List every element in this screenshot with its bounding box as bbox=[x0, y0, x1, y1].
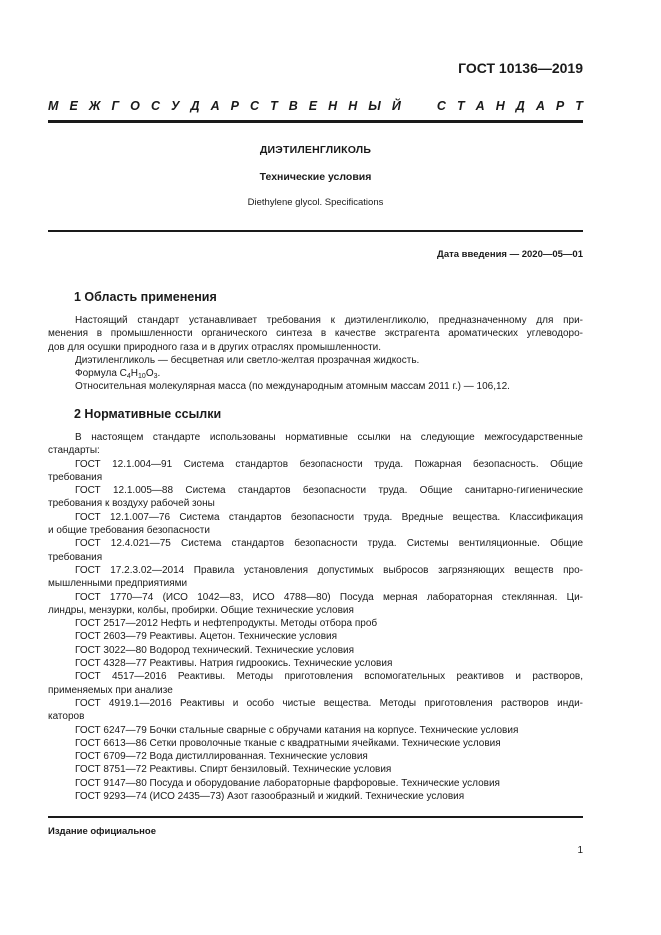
banner-letter: Е bbox=[69, 99, 78, 113]
banner-letter: Й bbox=[391, 99, 401, 113]
banner-letter: А bbox=[210, 99, 220, 113]
reference-line: ГОСТ 4517—2016 Реактивы. Методы приготовления вспомогательных реактивов и растворов, bbox=[75, 671, 583, 683]
reference-line: ГОСТ 6709—72 Вода дистиллированная. Технические условия bbox=[75, 751, 368, 763]
banner-letter bbox=[412, 99, 426, 113]
reference-line: В настоящем стандарте использованы нормативные ссылки на следующие межгосударственные bbox=[75, 432, 583, 443]
formula-o: O bbox=[145, 368, 154, 380]
document-title: ДИЭТИЛЕНГЛИКОЛЬ bbox=[259, 144, 372, 156]
banner-letter: Д bbox=[515, 99, 525, 113]
reference-line: ГОСТ 12.4.021—75 Система стандартов безопасности труда. Системы вентиляционные. Общие bbox=[75, 538, 583, 550]
banner-letter: Р bbox=[230, 99, 239, 113]
banner-letter: Н bbox=[328, 99, 338, 113]
reference-line: ГОСТ 6613—86 Сетки проволочные тканые с квадратными ячейками. Технические условия bbox=[75, 737, 501, 749]
banner-letter: Г bbox=[111, 99, 120, 113]
banner-letter: Е bbox=[308, 99, 318, 113]
reference-line: ГОСТ 3022—80 Водород технический. Технические условия bbox=[75, 644, 355, 656]
section-2-body bbox=[48, 431, 583, 803]
reference-line: ГОСТ 17.2.3.02—2014 Правила установления допустимых выбросов загрязняющих веществ про- bbox=[75, 564, 583, 576]
reference-line: ГОСТ 1770—74 (ИСО 1042—83, ИСО 4788—80) Посуда мерная лабораторная стеклянная. Ци- bbox=[75, 591, 583, 603]
section-1-color-line: Диэтиленгликоль — бесцветная или светло-желтая прозрачная жидкость. bbox=[75, 354, 420, 366]
banner-letter: Т bbox=[270, 99, 278, 113]
banner-letter: С bbox=[250, 99, 260, 113]
section-1-line: Настоящий стандарт устанавливает требования к диэтиленгликолю, предназначенному для при- bbox=[75, 315, 583, 326]
banner-letter: Д bbox=[190, 99, 200, 113]
title-rule bbox=[48, 230, 583, 232]
section-2-heading: 2 Нормативные ссылки bbox=[74, 407, 222, 421]
reference-line: ГОСТ 2603—79 Реактивы. Ацетон. Технические условия bbox=[75, 631, 338, 643]
reference-line: ГОСТ 6247—79 Бочки стальные сварные с обручами катания на корпусе. Технические условия bbox=[75, 724, 519, 736]
banner-letter: Ы bbox=[368, 99, 381, 113]
formula-end: . bbox=[157, 368, 161, 380]
banner-letter: А bbox=[475, 99, 485, 113]
reference-line: ГОСТ 2517—2012 Нефть и нефтепродукты. Методы отбора проб bbox=[75, 618, 378, 630]
reference-line: ГОСТ 4919.1—2016 Реактивы и особо чистые вещества. Методы приготовления растворов инди- bbox=[75, 697, 583, 709]
reference-line: линдры, мензурки, колбы, пробирки. Общие технические условия bbox=[48, 604, 354, 616]
formula-sub-c: 4 bbox=[126, 373, 131, 381]
banner-letter: У bbox=[171, 99, 180, 113]
page-number: 1 bbox=[577, 845, 583, 856]
reference-line: ГОСТ 9147—80 Посуда и оборудование лабораторные фарфоровые. Технические условия bbox=[75, 777, 500, 789]
introduction-date: Дата введения — 2020—05—01 bbox=[437, 249, 583, 260]
banner-letter: Н bbox=[348, 99, 358, 113]
banner-letter: М bbox=[48, 99, 59, 113]
header-rule bbox=[48, 120, 583, 123]
molar-mass-line: Относительная молекулярная масса (по международным атомным массам 2011 г.) — 106,12. bbox=[75, 381, 510, 393]
formula-h: H bbox=[130, 368, 139, 380]
reference-line: ГОСТ 9293—74 (ИСО 2435—73) Азот газообразный и жидкий. Технические условия bbox=[75, 791, 465, 803]
formula-line bbox=[48, 367, 583, 380]
banner-letter: Ж bbox=[88, 99, 101, 113]
reference-line: и общие требования безопасности bbox=[48, 525, 210, 537]
reference-line: требования к воздуху рабочей зоны bbox=[48, 498, 215, 510]
banner-letter: Н bbox=[495, 99, 505, 113]
reference-line: ГОСТ 12.1.005—88 Система стандартов безопасности труда. Общие санитарно-гигиенические bbox=[75, 485, 583, 497]
formula-prefix: Формула C bbox=[75, 368, 127, 380]
reference-line: каторов bbox=[48, 711, 85, 723]
banner-letter: С bbox=[436, 99, 446, 113]
reference-line: применяемых при анализе bbox=[48, 684, 173, 696]
section-1-line: дов для осушки природного газа и в других отраслях промышленности. bbox=[48, 341, 382, 353]
document-subtitle: Технические условия bbox=[259, 171, 372, 183]
reference-line: мышленными предприятиями bbox=[48, 578, 188, 590]
standard-number: ГОСТ 10136—2019 bbox=[458, 60, 583, 76]
banner-letter: В bbox=[288, 99, 298, 113]
section-1-heading: 1 Область применения bbox=[74, 290, 217, 304]
banner-letter: А bbox=[535, 99, 545, 113]
english-title: Diethylene glycol. Specifications bbox=[247, 197, 384, 208]
section-1-line: менения в промышленности органического синтеза в качестве экстрагента ароматических углеводоро- bbox=[48, 328, 583, 340]
formula-sub-o: 3 bbox=[153, 373, 158, 381]
banner-letter: С bbox=[150, 99, 160, 113]
reference-line: требования bbox=[48, 551, 103, 563]
banner-letter: Т bbox=[575, 99, 583, 113]
formula-sub-h: 10 bbox=[138, 373, 146, 381]
reference-line: стандарты: bbox=[48, 445, 100, 457]
banner-letter: О bbox=[130, 99, 140, 113]
official-edition-label: Издание официальное bbox=[48, 826, 156, 837]
banner-letter: Т bbox=[456, 99, 465, 113]
interstate-standard-banner bbox=[48, 99, 583, 113]
reference-line: ГОСТ 4328—77 Реактивы. Натрия гидроокись. Технические условия bbox=[75, 658, 393, 670]
banner-letter: Р bbox=[555, 99, 565, 113]
reference-line: требования bbox=[48, 471, 103, 483]
reference-line: ГОСТ 8751—72 Реактивы. Спирт бензиловый. Технические условия bbox=[75, 764, 392, 776]
reference-line: ГОСТ 12.1.007—76 Система стандартов безопасности труда. Вредные вещества. Классификация bbox=[75, 511, 583, 523]
footer-rule bbox=[48, 816, 583, 818]
reference-line: ГОСТ 12.1.004—91 Система стандартов безопасности труда. Пожарная безопасность. Общие bbox=[75, 458, 583, 470]
section-1-body bbox=[48, 314, 583, 394]
